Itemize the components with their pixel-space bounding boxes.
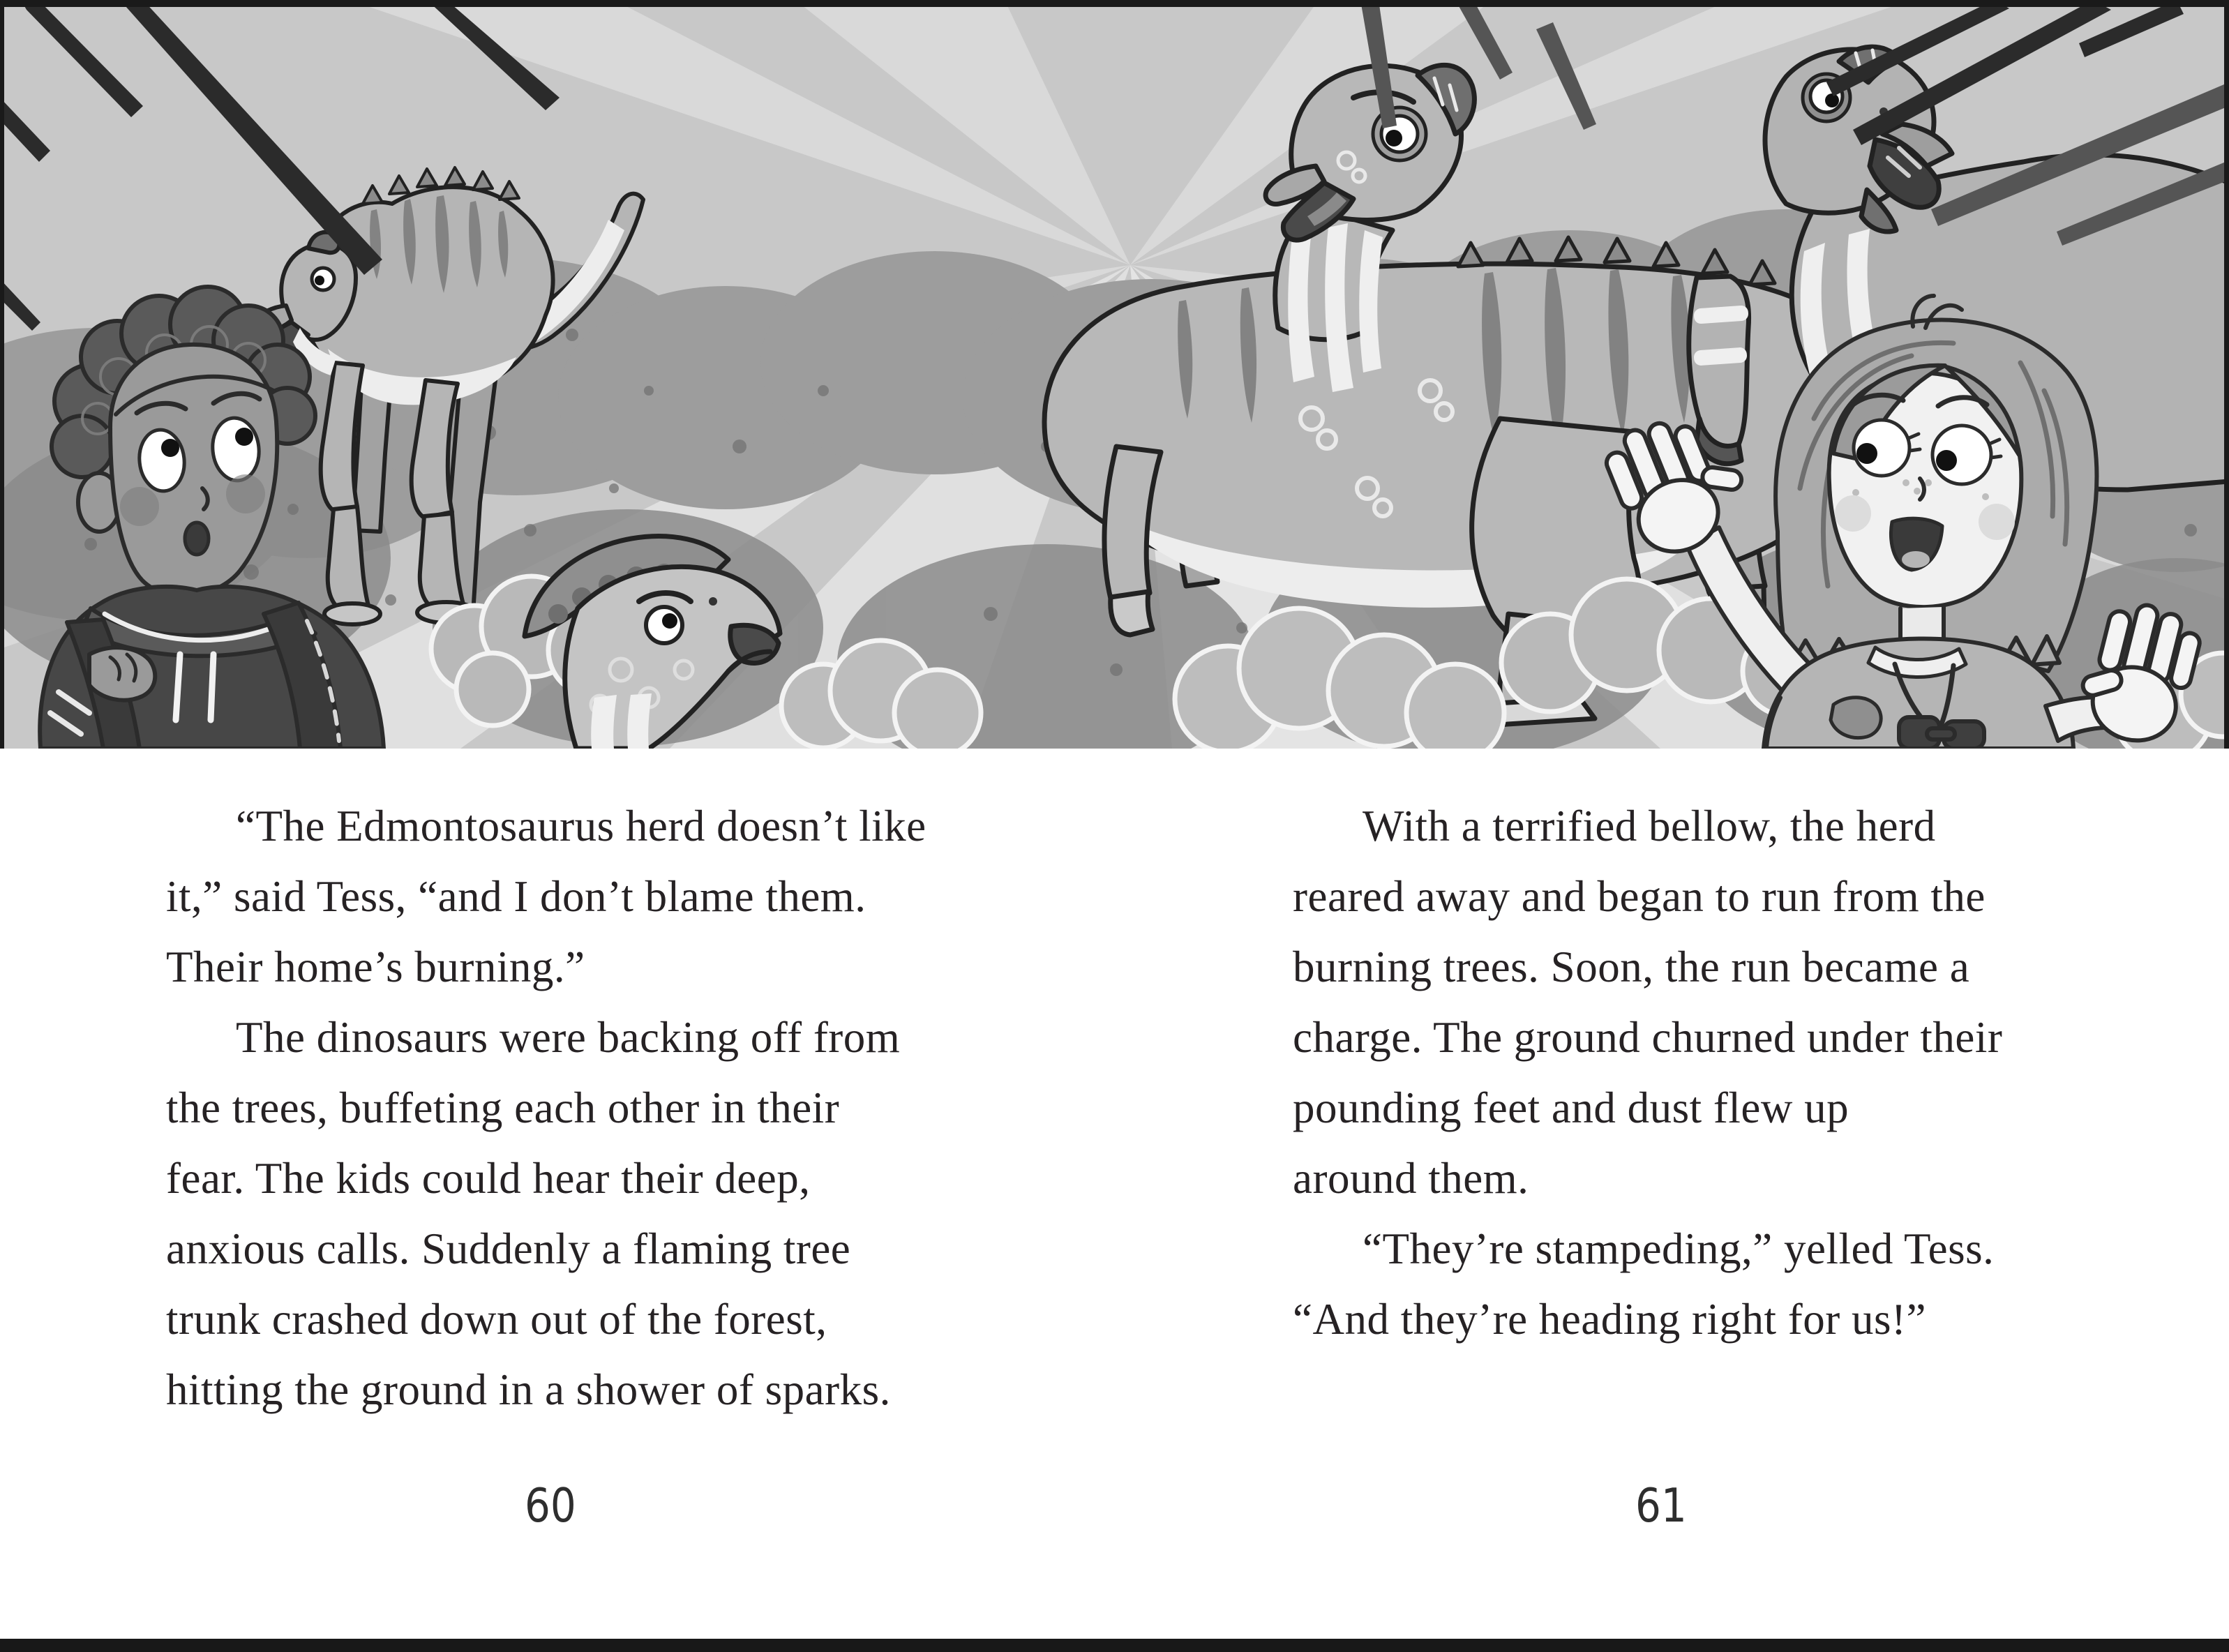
text-line: anxious calls. Suddenly a flaming tree bbox=[166, 1224, 851, 1273]
text-line: fear. The kids could hear their deep, bbox=[166, 1154, 811, 1203]
page-number-left: 60 bbox=[525, 1478, 576, 1533]
dinosaur-stampede-scene bbox=[0, 0, 2229, 749]
text-line: The dinosaurs were backing off from bbox=[236, 1013, 901, 1062]
text-line: trunk crashed down out of the forest, bbox=[166, 1295, 827, 1344]
text-line: burning trees. Soon, the run became a bbox=[1293, 943, 1970, 991]
bottom-page-edge bbox=[0, 1639, 2229, 1652]
text-line: hitting the ground in a shower of sparks. bbox=[166, 1365, 891, 1414]
page-number-right: 61 bbox=[1635, 1478, 1687, 1533]
text-line: the trees, buffeting each other in their bbox=[166, 1083, 840, 1132]
text-line: reared away and began to run from the bbox=[1293, 872, 1986, 921]
text-line: “The Edmontosaurus herd doesn’t like bbox=[236, 802, 926, 850]
text-line: it,” said Tess, “and I don’t blame them. bbox=[166, 872, 866, 921]
text-line: pounding feet and dust flew up bbox=[1293, 1083, 1849, 1132]
right-page-text bbox=[1293, 791, 2002, 1355]
text-line: around them. bbox=[1293, 1154, 1529, 1203]
illustration bbox=[0, 0, 2229, 749]
text-line: “They’re stampeding,” yelled Tess. bbox=[1363, 1224, 1995, 1273]
text-line: Their home’s burning.” bbox=[166, 943, 585, 991]
text-line: charge. The ground churned under their bbox=[1293, 1013, 2003, 1062]
left-page-text bbox=[166, 791, 926, 1425]
text-line: “And they’re heading right for us!” bbox=[1293, 1295, 1926, 1344]
text-line: With a terrified bellow, the herd bbox=[1363, 802, 1936, 850]
